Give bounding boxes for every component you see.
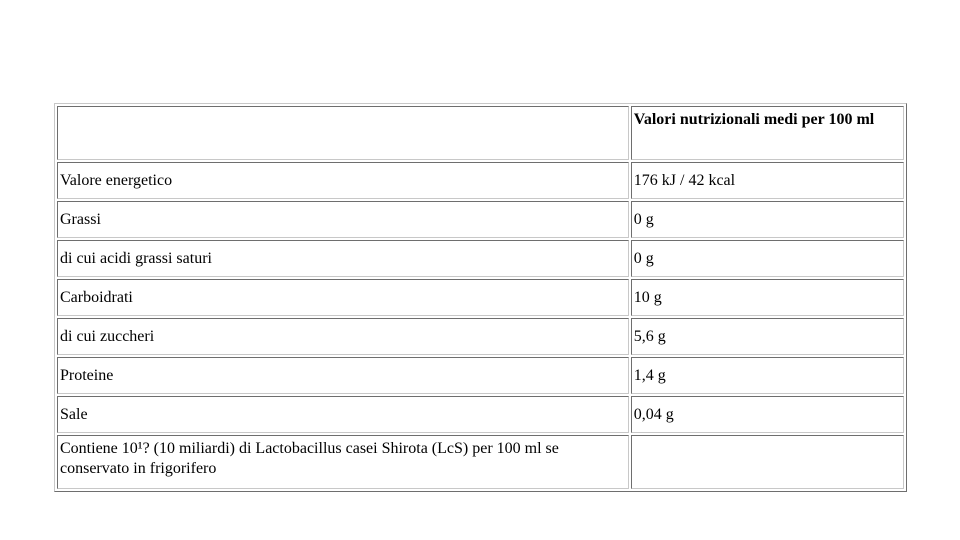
nutrient-value: 10 g xyxy=(631,279,904,316)
nutrient-label: Sale xyxy=(57,396,629,433)
nutrient-value: 176 kJ / 42 kcal xyxy=(631,162,904,199)
footer-value-cell xyxy=(631,435,904,489)
table-header-row xyxy=(57,106,904,160)
table-row xyxy=(57,318,904,355)
nutrient-label: Grassi xyxy=(57,201,629,238)
nutrient-label: di cui zuccheri xyxy=(57,318,629,355)
table-row xyxy=(57,162,904,199)
nutrient-value: 0 g xyxy=(631,240,904,277)
nutrient-label: Proteine xyxy=(57,357,629,394)
nutrient-label: Carboidrati xyxy=(57,279,629,316)
nutrition-table xyxy=(54,103,907,492)
nutrient-value: 1,4 g xyxy=(631,357,904,394)
table-row xyxy=(57,396,904,433)
table-row xyxy=(57,357,904,394)
table-footer-row xyxy=(57,435,904,489)
nutrient-label: Valore energetico xyxy=(57,162,629,199)
table-row xyxy=(57,201,904,238)
nutrient-value: 5,6 g xyxy=(631,318,904,355)
footer-note-cell: Contiene 10¹? (10 miliardi) di Lactobacillus casei Shirota (LcS) per 100 ml se conservato in frigorifero xyxy=(57,435,629,489)
nutrient-label: di cui acidi grassi saturi xyxy=(57,240,629,277)
table-row xyxy=(57,279,904,316)
header-value-cell: Valori nutrizionali medi per 100 ml xyxy=(631,106,904,160)
table-row xyxy=(57,240,904,277)
nutrient-value: 0,04 g xyxy=(631,396,904,433)
nutrient-value: 0 g xyxy=(631,201,904,238)
header-label-cell xyxy=(57,106,629,160)
